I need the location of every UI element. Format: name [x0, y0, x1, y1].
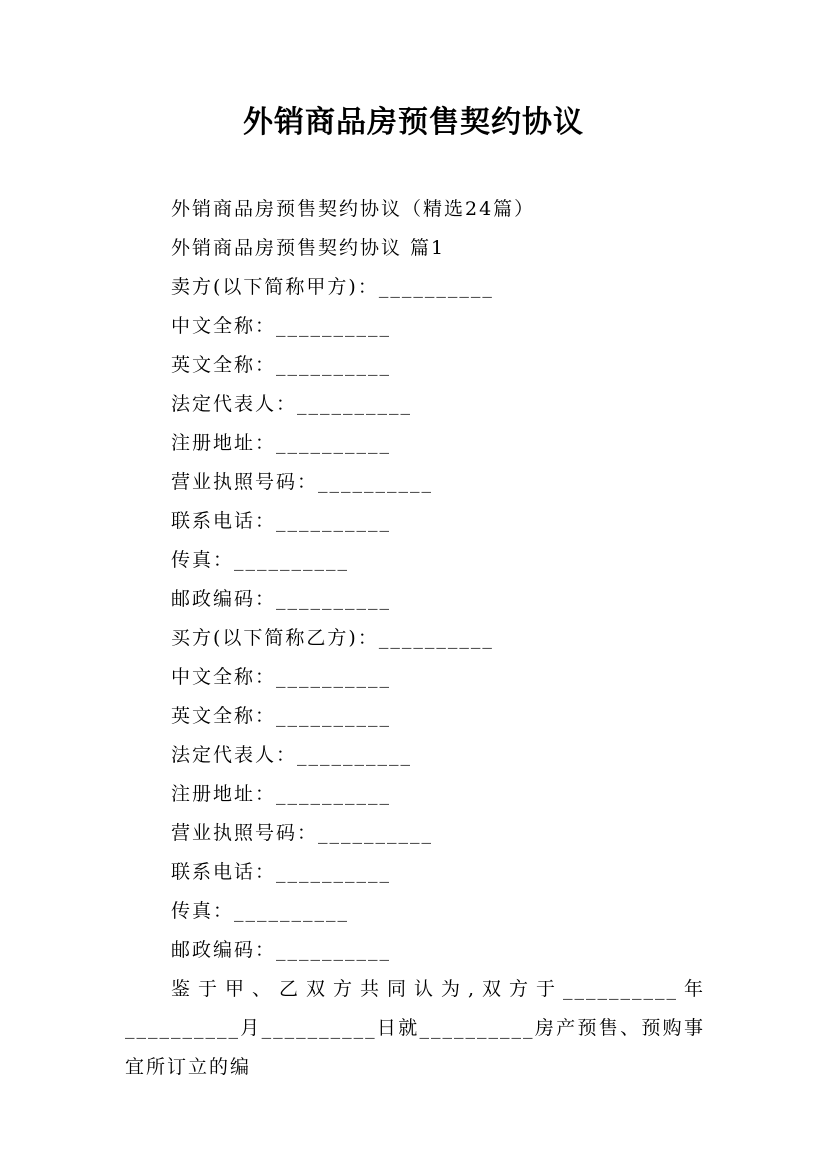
document-title: 外销商品房预售契约协议 [243, 105, 584, 140]
buyer-registered-address: 注册地址：__________ [171, 783, 392, 805]
buyer-fax: 传真：__________ [171, 900, 350, 922]
buyer-legal-representative: 法定代表人：__________ [171, 744, 413, 766]
recital-paragraph: 鉴于甲、乙双方共同认为,双方于__________年__________月__________日就__________房产预售、预购事宜所订立的编 [125, 978, 705, 1078]
buyer-chinese-name: 中文全称：__________ [171, 666, 392, 688]
document-body [125, 190, 705, 1087]
seller-english-name: 英文全称：__________ [171, 354, 392, 376]
seller-chinese-name: 中文全称：__________ [171, 315, 392, 337]
seller-registered-address: 注册地址：__________ [171, 432, 392, 454]
buyer-english-name: 英文全称：__________ [171, 705, 392, 727]
buyer-business-license: 营业执照号码：__________ [171, 822, 434, 844]
seller-fax: 传真：__________ [171, 549, 350, 571]
seller-phone: 联系电话：__________ [171, 510, 392, 532]
buyer-postcode: 邮政编码：__________ [171, 939, 392, 961]
seller-legal-representative: 法定代表人：__________ [171, 393, 413, 415]
document-line: 外销商品房预售契约协议（精选24篇） [171, 198, 536, 220]
seller-business-license: 营业执照号码：__________ [171, 471, 434, 493]
buyer-heading: 买方(以下简称乙方)：__________ [171, 627, 494, 649]
seller-postcode: 邮政编码：__________ [171, 588, 392, 610]
seller-heading: 卖方(以下简称甲方)：__________ [171, 276, 494, 298]
buyer-phone: 联系电话：__________ [171, 861, 392, 883]
document-line: 外销商品房预售契约协议 篇1 [171, 237, 446, 259]
